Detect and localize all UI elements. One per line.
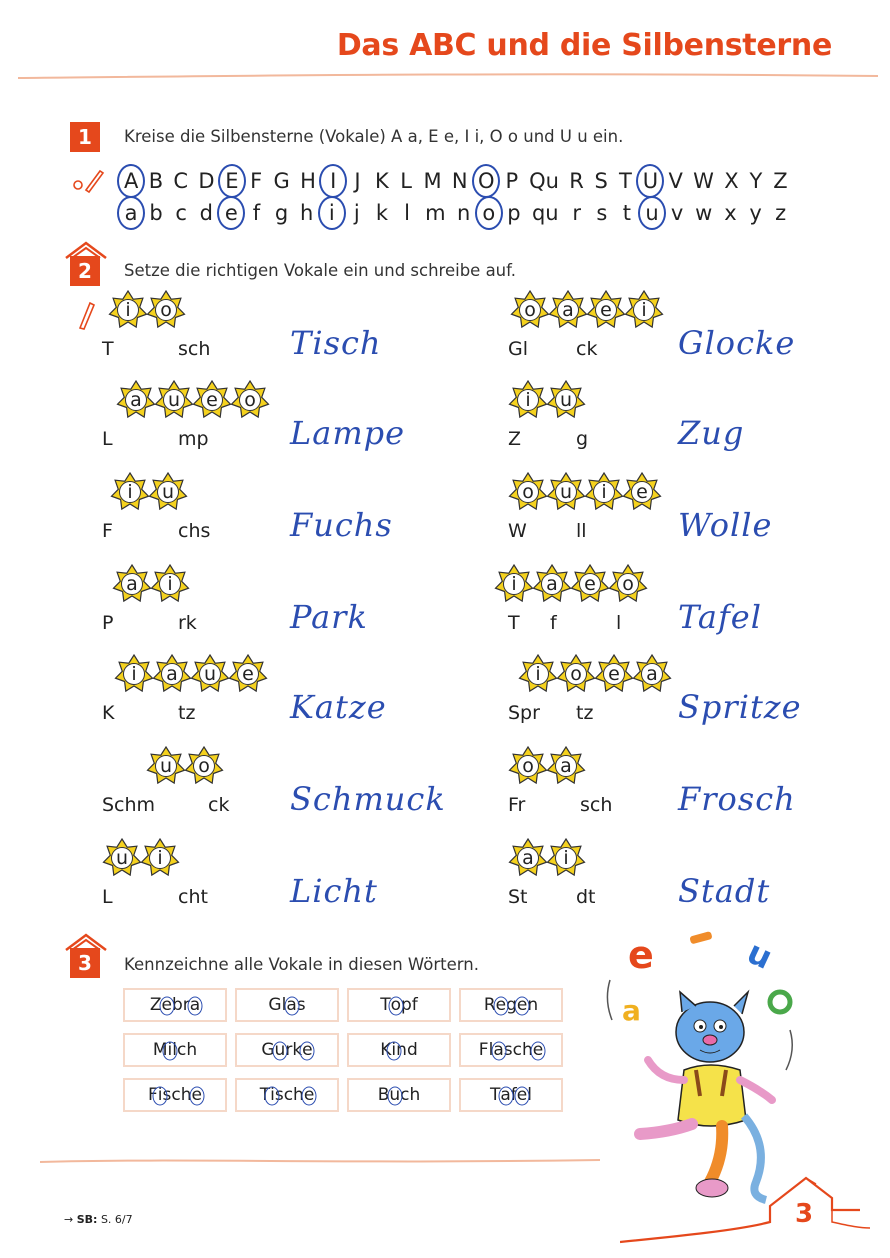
syllable-stars	[508, 472, 660, 522]
word-fragment-start: F	[102, 520, 113, 542]
word-letter: c	[283, 1085, 294, 1105]
star-vowel: i	[601, 481, 607, 503]
word-letter: K	[380, 1040, 392, 1060]
syllable-exercise-left-1	[102, 290, 482, 380]
word-fragment-end: tz	[178, 702, 196, 724]
word-letter: T	[489, 1085, 501, 1105]
word-letter: k	[292, 1040, 303, 1060]
alphabet-letter: K	[374, 169, 389, 193]
word-letter: s	[296, 995, 306, 1015]
star-vowel: i	[535, 663, 541, 685]
handwritten-answer[interactable]: Glocke	[678, 324, 796, 362]
word-letter: n	[527, 995, 539, 1015]
syllable-star	[110, 472, 150, 512]
handwritten-answer[interactable]: Fuchs	[290, 506, 393, 544]
vowel-word-box[interactable]	[459, 988, 563, 1022]
word-letter: G	[261, 1040, 275, 1060]
lowercase-alphabet	[124, 198, 788, 228]
task-1-instruction: Kreise die Silbensterne (Vokale) A a, E e, I i, O o und U u ein.	[124, 127, 624, 146]
alphabet-letter: j	[353, 201, 360, 225]
star-vowel: o	[522, 755, 534, 777]
word-letter: r	[182, 995, 190, 1015]
word-fragment-start: P	[102, 612, 114, 634]
syllable-stars	[510, 290, 662, 340]
word-letter: T	[380, 995, 391, 1015]
header-divider	[18, 70, 878, 84]
syllable-star	[594, 654, 634, 694]
alphabet-letter: s	[596, 201, 608, 225]
syllable-star	[154, 380, 194, 420]
syllable-exercise-right-1	[508, 290, 888, 380]
circled-vowel: i	[270, 1085, 275, 1105]
alphabet-letter: F	[250, 169, 263, 193]
syllable-star	[508, 838, 548, 878]
syllable-exercise-left-4	[102, 564, 482, 654]
word-fragment-start: Spr	[508, 702, 540, 724]
star-vowel: o	[524, 299, 536, 321]
word-fragment-start: T	[102, 338, 114, 360]
circled-vowel: a	[493, 1040, 504, 1060]
syllable-star	[508, 472, 548, 512]
word-letter: c	[400, 1085, 410, 1105]
alphabet-letter: x	[724, 201, 737, 225]
handwritten-answer[interactable]: Schmuck	[290, 780, 446, 818]
word-fragment-start: K	[102, 702, 115, 724]
task-1-number: 1	[70, 122, 100, 152]
alphabet-letter: N	[451, 169, 468, 193]
word-fragment-end: chs	[178, 520, 211, 542]
word-letter: h	[521, 1040, 533, 1060]
circled-vowel: a	[189, 995, 201, 1015]
syllable-star	[228, 654, 268, 694]
star-vowel: a	[166, 663, 178, 685]
handwritten-answer[interactable]: Wolle	[678, 506, 773, 544]
word-letter: l	[281, 995, 287, 1015]
syllable-stars	[108, 290, 184, 340]
pencil-icon	[76, 300, 96, 330]
word-fragment-end: g	[576, 428, 589, 450]
circled-vowel: e	[495, 995, 507, 1015]
syllable-star	[510, 290, 550, 330]
syllable-star	[102, 838, 142, 878]
syllable-exercise-left-7	[102, 838, 482, 928]
circled-vowel: e	[302, 1040, 313, 1060]
alphabet-letter: t	[622, 201, 631, 225]
word-fragment-start: Gl	[508, 338, 529, 360]
word-fragment-end: l	[616, 612, 622, 634]
word-letter: f	[510, 1085, 517, 1105]
syllable-stars	[116, 380, 268, 430]
syllable-stars	[114, 654, 266, 704]
word-fragment-end: cht	[178, 886, 208, 908]
circled-vowel: E	[225, 169, 239, 193]
word-fragment-end: f	[550, 612, 557, 634]
syllable-exercise-left-5	[102, 654, 482, 744]
word-fragment-start: W	[508, 520, 527, 542]
star-vowel: a	[546, 573, 558, 595]
alphabet-letter: B	[148, 169, 164, 193]
syllable-exercise-right-5	[508, 654, 888, 744]
syllable-star	[116, 380, 156, 420]
word-fragment-end: tz	[576, 702, 594, 724]
circled-vowel: e	[516, 1085, 528, 1105]
syllable-star	[546, 838, 586, 878]
alphabet-letter: C	[173, 169, 189, 193]
word-fragment-end: mp	[178, 428, 209, 450]
star-vowel: a	[130, 389, 142, 411]
word-letter: s	[274, 1085, 284, 1105]
star-vowel: a	[522, 847, 534, 869]
handwritten-answer[interactable]: Stadt	[678, 872, 771, 910]
alphabet-letter: T	[619, 169, 632, 193]
syllable-exercise-left-2	[102, 380, 482, 470]
handwritten-answer[interactable]: Lampe	[290, 414, 406, 452]
syllable-star	[148, 472, 188, 512]
alphabet-letter: d	[199, 201, 213, 225]
circled-vowel: u	[645, 201, 659, 225]
syllable-star	[556, 654, 596, 694]
page-number: 3	[794, 1199, 814, 1229]
star-vowel: u	[559, 481, 573, 503]
task-3-instruction: Kennzeichne alle Vokale in diesen Wörtern.	[124, 955, 479, 974]
alphabet-letter: V	[668, 169, 683, 193]
alphabet-letter: n	[457, 201, 471, 225]
syllable-stars	[518, 654, 670, 704]
word-letter: l	[527, 1085, 532, 1105]
syllable-star	[190, 654, 230, 694]
alphabet-letter: M	[423, 169, 442, 193]
star-vowel: o	[198, 755, 210, 777]
star-vowel: a	[562, 299, 574, 321]
star-vowel: i	[167, 573, 173, 595]
word-fragment-start: L	[102, 428, 113, 450]
syllable-star	[508, 746, 548, 786]
svg-text:u: u	[741, 932, 779, 977]
star-vowel: a	[646, 663, 658, 685]
syllable-exercise-right-7	[508, 838, 888, 928]
alphabet-letter: G	[273, 169, 290, 193]
word-fragment-end: rk	[178, 612, 197, 634]
word-letter: f	[411, 995, 418, 1015]
word-letter: c	[171, 1085, 181, 1105]
handwritten-answer[interactable]: Tisch	[290, 324, 382, 362]
word-letter: h	[186, 1040, 198, 1060]
star-vowel: u	[161, 481, 175, 503]
syllable-star	[108, 290, 148, 330]
syllable-exercise-right-4	[508, 564, 888, 654]
circled-vowel: e	[303, 1085, 315, 1105]
syllable-star	[532, 564, 572, 604]
student-book-reference: → SB: S. 6/7	[64, 1213, 133, 1226]
syllable-stars	[508, 380, 584, 430]
alphabet-letter: qu	[531, 201, 559, 225]
alphabet-letter: S	[594, 169, 608, 193]
circled-vowel: e	[224, 201, 238, 225]
circled-vowel: u	[389, 1085, 401, 1105]
circled-vowel: i	[167, 1040, 173, 1060]
star-vowel: o	[622, 573, 634, 595]
word-letter: B	[377, 1085, 390, 1105]
task-2-number: 2	[70, 256, 100, 286]
syllable-star	[192, 380, 232, 420]
syllable-star	[230, 380, 270, 420]
syllable-stars	[110, 472, 186, 522]
word-fragment-end: sch	[178, 338, 211, 360]
word-letter: h	[180, 1085, 192, 1105]
word-fragment-end: ll	[576, 520, 587, 542]
alphabet-letter: J	[354, 169, 361, 193]
circled-vowel: i	[325, 201, 339, 225]
house-outline-icon	[620, 1170, 870, 1250]
syllable-star	[146, 290, 186, 330]
syllable-star	[508, 380, 548, 420]
word-fragment-end: sch	[580, 794, 613, 816]
alphabet-letter: z	[775, 201, 787, 225]
uppercase-alphabet	[124, 166, 788, 196]
word-fragment-start: Z	[508, 428, 522, 450]
vowel-word-box[interactable]	[123, 1078, 227, 1112]
handwritten-answer[interactable]: Licht	[290, 872, 378, 910]
star-vowel: e	[584, 573, 596, 595]
syllable-star	[112, 564, 152, 604]
syllable-star	[608, 564, 648, 604]
word-letter: l	[488, 1040, 494, 1060]
vowel-word-box[interactable]	[347, 988, 451, 1022]
word-fragment-start: Schm	[102, 794, 156, 816]
star-vowel: a	[126, 573, 138, 595]
star-vowel: i	[125, 299, 131, 321]
alphabet-letter: X	[724, 169, 739, 193]
alphabet-letter: R	[569, 169, 584, 193]
word-fragment-end: ck	[576, 338, 598, 360]
word-letter: l	[172, 1040, 177, 1060]
syllable-star	[632, 654, 672, 694]
syllable-star	[570, 564, 610, 604]
circled-vowel: o	[482, 201, 496, 225]
star-vowel: u	[167, 389, 181, 411]
syllable-star	[146, 746, 186, 786]
word-fragment-end: dt	[576, 886, 596, 908]
star-vowel: e	[242, 663, 254, 685]
alphabet-letter: H	[300, 169, 316, 193]
circled-vowel: e	[191, 1085, 202, 1105]
circled-vowel: e	[516, 995, 528, 1015]
circled-vowel: a	[124, 201, 138, 225]
alphabet-letter: h	[300, 201, 314, 225]
task-3-number: 3	[70, 948, 100, 978]
handwritten-answer[interactable]: Frosch	[678, 780, 796, 818]
alphabet-letter: p	[507, 201, 521, 225]
syllable-star	[622, 472, 662, 512]
circled-vowel: e	[161, 995, 172, 1015]
syllable-star	[548, 290, 588, 330]
syllable-star	[150, 564, 190, 604]
syllable-star	[586, 290, 626, 330]
word-fragment-start: L	[102, 886, 113, 908]
syllable-star	[114, 654, 154, 694]
word-fragment-end: ck	[208, 794, 230, 816]
handwritten-answer[interactable]: Spritze	[678, 688, 802, 726]
star-vowel: i	[127, 481, 133, 503]
syllable-star	[494, 564, 534, 604]
word-letter: s	[503, 1040, 513, 1060]
word-letter: r	[285, 1040, 293, 1060]
star-vowel: e	[636, 481, 648, 503]
circled-vowel: u	[274, 1040, 286, 1060]
alphabet-letter: b	[149, 201, 163, 225]
vowel-word-box[interactable]	[347, 1078, 451, 1112]
syllable-stars	[146, 746, 222, 796]
star-vowel: u	[115, 847, 129, 869]
alphabet-letter: r	[572, 201, 582, 225]
task-2-instruction: Setze die richtigen Vokale ein und schreibe auf.	[124, 261, 516, 280]
syllable-exercise-right-6	[508, 746, 888, 836]
word-letter: b	[171, 995, 183, 1015]
handwritten-answer[interactable]: Park	[290, 598, 368, 636]
alphabet-letter: L	[400, 169, 412, 193]
syllable-star	[546, 472, 586, 512]
vowel-word-box[interactable]	[235, 1033, 339, 1067]
star-vowel: e	[206, 389, 218, 411]
word-fragment-start: Fr	[508, 794, 526, 816]
circled-vowel: A	[124, 169, 139, 193]
word-letter: F	[148, 1085, 158, 1105]
alphabet-letter: g	[274, 201, 289, 225]
syllable-star	[184, 746, 224, 786]
vowel-word-box[interactable]	[123, 988, 227, 1022]
vowel-word-box[interactable]	[123, 1033, 227, 1067]
word-letter: T	[259, 1085, 271, 1105]
word-letter: d	[406, 1040, 418, 1060]
alphabet-letter: Y	[749, 169, 763, 193]
star-vowel: i	[641, 299, 647, 321]
pencil-icon	[72, 168, 106, 194]
alphabet-letter: Z	[773, 169, 788, 193]
star-vowel: o	[160, 299, 172, 321]
word-letter: M	[152, 1040, 168, 1060]
word-letter: n	[396, 1040, 407, 1060]
star-vowel: o	[522, 481, 534, 503]
alphabet-letter: c	[175, 201, 187, 225]
syllable-stars	[102, 838, 178, 888]
word-letter: s	[162, 1085, 172, 1105]
syllable-stars	[508, 746, 584, 796]
star-vowel: i	[525, 389, 531, 411]
svg-text:e: e	[628, 933, 654, 977]
star-vowel: o	[244, 389, 256, 411]
syllable-star	[518, 654, 558, 694]
syllable-stars	[112, 564, 188, 614]
alphabet-letter: w	[695, 201, 713, 225]
page-title: Das ABC und die Silbensterne	[336, 28, 832, 63]
star-vowel: u	[159, 755, 173, 777]
star-vowel: i	[511, 573, 517, 595]
syllable-exercise-left-6	[102, 746, 482, 836]
syllable-star	[584, 472, 624, 512]
word-letter: h	[293, 1085, 304, 1105]
vowel-word-box[interactable]	[235, 988, 339, 1022]
vowel-word-box[interactable]	[235, 1078, 339, 1112]
circled-vowel: a	[500, 1085, 511, 1105]
word-letter: h	[409, 1085, 421, 1105]
syllable-star	[140, 838, 180, 878]
star-vowel: e	[600, 299, 612, 321]
syllable-stars	[494, 564, 646, 614]
syllable-exercise-left-3	[102, 472, 482, 562]
word-fragment-start: St	[508, 886, 528, 908]
word-letter: c	[177, 1040, 187, 1060]
vowel-word-box[interactable]	[347, 1033, 451, 1067]
handwritten-answer[interactable]: Tafel	[678, 598, 762, 636]
syllable-stars	[508, 838, 584, 888]
star-vowel: i	[563, 847, 569, 869]
star-vowel: u	[559, 389, 573, 411]
circled-vowel: e	[532, 1040, 544, 1060]
word-letter: F	[478, 1040, 489, 1060]
word-letter: g	[506, 995, 517, 1015]
alphabet-letter: y	[749, 201, 762, 225]
circled-vowel: O	[477, 169, 495, 193]
vowel-word-box[interactable]	[459, 1033, 563, 1067]
circled-vowel: i	[157, 1085, 163, 1105]
vowel-word-box[interactable]	[459, 1078, 563, 1112]
circled-vowel: o	[390, 995, 401, 1015]
syllable-star	[546, 746, 586, 786]
circled-vowel: a	[286, 995, 297, 1015]
handwritten-answer[interactable]: Katze	[290, 688, 387, 726]
circled-vowel: i	[391, 1040, 397, 1060]
syllable-star	[152, 654, 192, 694]
word-fragment-start: T	[508, 612, 520, 634]
syllable-star	[546, 380, 586, 420]
star-vowel: u	[203, 663, 217, 685]
star-vowel: i	[157, 847, 163, 869]
word-letter: G	[268, 995, 282, 1015]
alphabet-letter: f	[252, 201, 261, 225]
alphabet-letter: m	[425, 201, 446, 225]
star-vowel: a	[560, 755, 572, 777]
alphabet-letter: k	[375, 201, 389, 225]
syllable-exercise-right-2	[508, 380, 888, 470]
star-vowel: i	[131, 663, 137, 685]
alphabet-letter: W	[693, 169, 714, 193]
syllable-exercise-right-3	[508, 472, 888, 562]
word-letter: c	[512, 1040, 522, 1060]
star-vowel: o	[570, 663, 582, 685]
handwritten-answer[interactable]: Zug	[678, 414, 745, 452]
alphabet-letter: Qu	[529, 169, 559, 193]
word-letter: p	[401, 995, 412, 1015]
alphabet-letter: v	[670, 201, 684, 225]
circled-vowel: U	[642, 169, 659, 193]
word-letter: R	[483, 995, 496, 1015]
alphabet-letter: l	[404, 201, 410, 225]
alphabet-letter: P	[505, 169, 519, 193]
svg-text:a: a	[622, 994, 641, 1027]
syllable-star	[624, 290, 664, 330]
circled-vowel: I	[326, 169, 340, 193]
star-vowel: e	[608, 663, 620, 685]
alphabet-letter: D	[198, 169, 215, 193]
word-letter: Z	[149, 995, 162, 1015]
